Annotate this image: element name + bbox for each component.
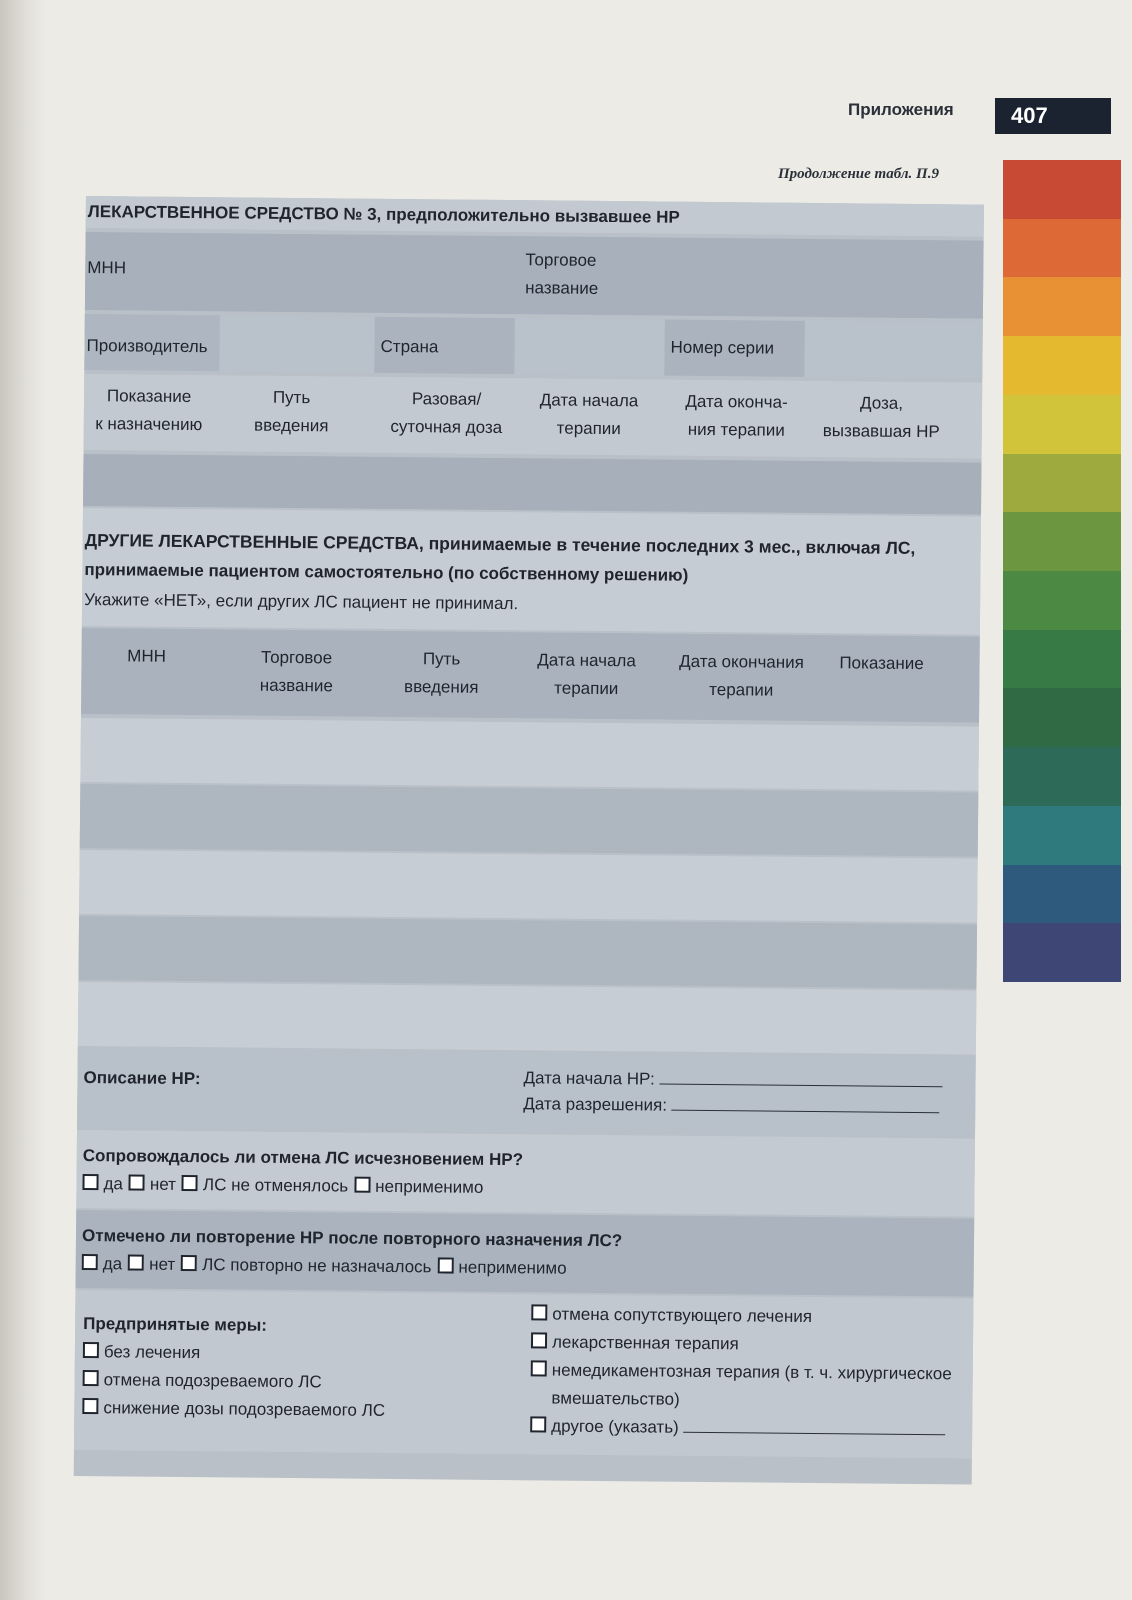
column-header-line2: вызвавшая НР bbox=[822, 421, 940, 442]
measure-option-drug-therapy[interactable]: лекарственная терапия bbox=[531, 1328, 952, 1360]
measure-option-non-drug-therapy-line2: вмешательство) bbox=[551, 1388, 680, 1409]
column-header-line1: Показание bbox=[106, 386, 192, 407]
drug3-name-row bbox=[85, 232, 984, 319]
checkbox-icon[interactable] bbox=[82, 1398, 98, 1414]
other-drugs-row-4 bbox=[78, 916, 977, 989]
checkbox-icon[interactable] bbox=[129, 1174, 145, 1190]
column-header-line2: терапии bbox=[554, 678, 619, 699]
other-drugs-row-5 bbox=[78, 982, 977, 1055]
checkbox-icon[interactable] bbox=[82, 1174, 98, 1190]
rechallenge-option[interactable]: ЛС повторно не назначалось bbox=[181, 1255, 431, 1276]
section-header: Приложения bbox=[848, 100, 954, 119]
measure-option[interactable]: без лечения bbox=[83, 1338, 386, 1369]
other-drugs-title-line1: ДРУГИЕ ЛЕКАРСТВЕННЫЕ СРЕДСТВА, принимаемые в течение последних 3 мес., включая ЛС, bbox=[84, 530, 916, 558]
reaction-description-label: Описание НР: bbox=[83, 1068, 201, 1089]
column-header-line1: Торговое bbox=[260, 647, 333, 668]
rechallenge-option[interactable]: неприменимо bbox=[437, 1257, 566, 1277]
measure-option-non-drug-therapy[interactable]: немедикаментозная терапия (в т. ч. хирургическое bbox=[531, 1356, 952, 1388]
color-tab-6 bbox=[1003, 454, 1121, 513]
checkbox-icon[interactable] bbox=[531, 1360, 547, 1376]
measure-option[interactable]: отмена подозреваемого ЛС bbox=[82, 1366, 385, 1397]
rechallenge-question-row bbox=[76, 1210, 975, 1297]
measures-row bbox=[74, 1290, 973, 1459]
measures-title: Предпринятые меры: bbox=[83, 1314, 268, 1335]
color-tab-3 bbox=[1003, 277, 1121, 336]
drug3-title: ЛЕКАРСТВЕННОЕ СРЕДСТВО № 3, предположительно вызвавшее НР bbox=[87, 202, 680, 227]
rechallenge-option[interactable]: нет bbox=[128, 1254, 175, 1273]
withdrawal-question-row bbox=[76, 1130, 975, 1217]
withdrawal-option[interactable]: да bbox=[82, 1174, 123, 1193]
other-drugs-title-line2: принимаемые пациентом самостоятельно (по собственному решению) bbox=[84, 560, 689, 585]
other-drugs-column-header bbox=[666, 648, 817, 705]
batch-number-label: Номер серии bbox=[670, 337, 775, 358]
page-number: 407 bbox=[995, 98, 1111, 134]
inn-label: МНН bbox=[87, 258, 127, 278]
column-header-line2: ния терапии bbox=[687, 419, 785, 440]
drug3-column-header bbox=[669, 388, 805, 445]
book-binding-shadow bbox=[0, 0, 46, 1600]
withdrawal-question: Сопровождалось ли отмена ЛС исчезновением НР? bbox=[82, 1146, 524, 1170]
column-header-line1: Разовая/ bbox=[411, 389, 482, 409]
color-tab-4 bbox=[1003, 336, 1121, 395]
color-tab-8 bbox=[1003, 571, 1121, 630]
withdrawal-option[interactable]: нет bbox=[129, 1174, 176, 1193]
measure-option[interactable]: снижение дозы подозреваемого ЛС bbox=[82, 1394, 385, 1425]
measure-option-other[interactable]: другое (указать) bbox=[530, 1412, 951, 1444]
column-header-line2: к назначению bbox=[95, 414, 203, 435]
other-drugs-columns-header bbox=[81, 628, 980, 723]
other-drugs-row-3 bbox=[79, 850, 978, 923]
measure-other-field[interactable] bbox=[683, 1432, 945, 1436]
column-header-line1: МНН bbox=[127, 646, 167, 666]
drug3-column-header bbox=[809, 389, 955, 446]
measures-right-options bbox=[530, 1300, 952, 1444]
color-tab-11 bbox=[1003, 747, 1121, 806]
other-drugs-title-band bbox=[82, 508, 981, 635]
color-tab-2 bbox=[1003, 219, 1121, 278]
drug3-entry-row bbox=[83, 454, 981, 515]
color-tab-9 bbox=[1003, 630, 1121, 689]
trade-name-label-line2: название bbox=[525, 278, 599, 298]
column-header-line1: Дата начала bbox=[537, 650, 636, 671]
color-tab-strip bbox=[1003, 160, 1121, 982]
column-header-line1: Путь bbox=[422, 649, 461, 669]
checkbox-icon[interactable] bbox=[530, 1416, 546, 1432]
checkbox-icon[interactable] bbox=[354, 1177, 370, 1193]
withdrawal-option[interactable]: ЛС не отменялось bbox=[182, 1175, 348, 1196]
measure-option-stop-concomitant[interactable]: отмена сопутствующего лечения bbox=[531, 1300, 952, 1332]
checkbox-icon[interactable] bbox=[83, 1370, 99, 1386]
column-header-line1: Дата окончания bbox=[679, 651, 804, 672]
drug3-manufacturer-row bbox=[84, 314, 982, 379]
color-tab-1 bbox=[1003, 160, 1121, 219]
other-drugs-row-1 bbox=[80, 718, 979, 791]
column-header-line1: Дата оконча- bbox=[685, 391, 788, 412]
table-continuation-label: Продолжение табл. П.9 bbox=[778, 166, 939, 182]
color-tab-10 bbox=[1003, 688, 1121, 747]
column-header-line2: введения bbox=[253, 415, 329, 436]
checkbox-icon[interactable] bbox=[182, 1175, 198, 1191]
other-drugs-column-header bbox=[521, 646, 652, 703]
rechallenge-question: Отмечено ли повторение НР после повторного назначения ЛС? bbox=[81, 1226, 623, 1251]
checkbox-icon[interactable] bbox=[128, 1254, 144, 1270]
other-drugs-note: Укажите «НЕТ», если других ЛС пациент не принимал. bbox=[84, 590, 519, 614]
column-header-line2: терапии bbox=[556, 418, 621, 439]
adverse-reaction-form bbox=[74, 196, 984, 1485]
checkbox-icon[interactable] bbox=[531, 1332, 547, 1348]
reaction-start-date-field[interactable] bbox=[659, 1084, 942, 1088]
column-header-line2: терапии bbox=[709, 680, 774, 700]
other-drugs-column-header bbox=[81, 642, 211, 671]
checkbox-icon[interactable] bbox=[531, 1304, 547, 1320]
column-header-line2: название bbox=[259, 675, 333, 696]
country-label: Страна bbox=[380, 336, 439, 357]
checkbox-icon[interactable] bbox=[181, 1255, 197, 1271]
rechallenge-option[interactable]: да bbox=[82, 1254, 123, 1273]
reaction-resolution-date: Дата разрешения: bbox=[523, 1090, 940, 1122]
other-drugs-column-header bbox=[816, 649, 946, 678]
checkbox-icon[interactable] bbox=[83, 1342, 99, 1358]
color-tab-7 bbox=[1003, 512, 1121, 571]
column-header-line1: Дата начала bbox=[539, 390, 639, 411]
color-tab-5 bbox=[1003, 395, 1121, 454]
column-header-line1: Путь bbox=[272, 387, 311, 408]
checkbox-icon[interactable] bbox=[437, 1257, 453, 1273]
drug3-column-header bbox=[374, 385, 520, 442]
other-drugs-column-header bbox=[371, 645, 512, 702]
withdrawal-option[interactable]: неприменимо bbox=[354, 1177, 483, 1197]
column-header-line1: Доза, bbox=[859, 393, 904, 413]
reaction-resolution-date-field[interactable] bbox=[672, 1110, 940, 1114]
color-tab-14 bbox=[1003, 923, 1121, 982]
other-drugs-row-2 bbox=[80, 784, 979, 857]
column-header-line2: суточная доза bbox=[390, 416, 503, 438]
drug3-title-band bbox=[86, 196, 984, 237]
column-header-line2: введения bbox=[403, 677, 479, 697]
drug3-column-header bbox=[524, 386, 655, 443]
color-tab-13 bbox=[1003, 865, 1121, 924]
measures-left-options bbox=[82, 1338, 385, 1425]
reaction-start-date: Дата начала НР: bbox=[523, 1064, 942, 1096]
other-drugs-column-header bbox=[226, 643, 367, 700]
drug3-column-header bbox=[84, 382, 215, 439]
rechallenge-options bbox=[82, 1250, 573, 1283]
column-header-line1: Показание bbox=[839, 653, 924, 674]
color-tab-12 bbox=[1003, 806, 1121, 865]
withdrawal-options bbox=[82, 1170, 489, 1202]
trade-name-label-line1: Торговое bbox=[525, 250, 597, 270]
reaction-description-row bbox=[77, 1048, 976, 1137]
drug3-column-header bbox=[234, 383, 350, 440]
manufacturer-label: Производитель bbox=[86, 336, 208, 357]
drug3-columns-header bbox=[84, 374, 983, 459]
checkbox-icon[interactable] bbox=[82, 1254, 98, 1270]
